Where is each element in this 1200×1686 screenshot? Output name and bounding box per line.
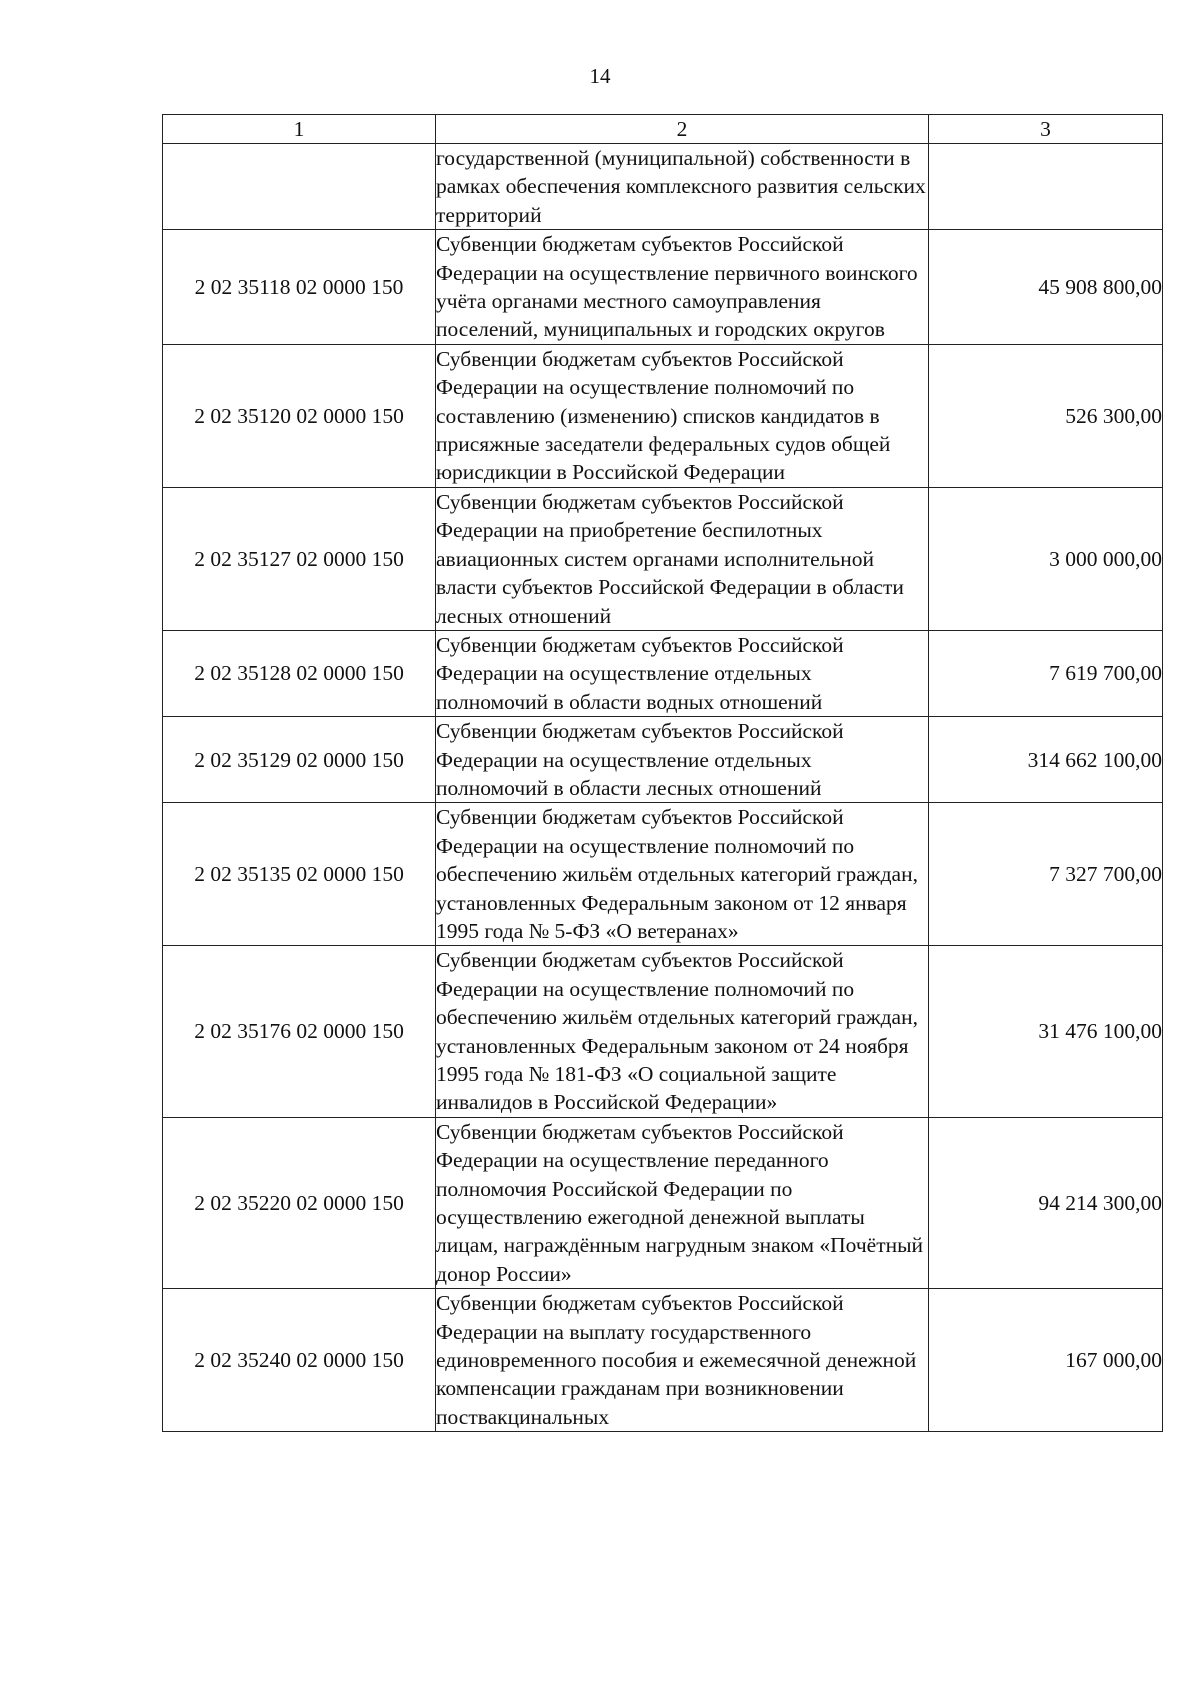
row-code: 2 02 35240 02 0000 150 bbox=[163, 1289, 436, 1432]
page-number: 14 bbox=[589, 64, 611, 88]
column-header-amount: 3 bbox=[929, 115, 1163, 144]
row-description: Субвенции бюджетам субъектов Российской Федерации на осуществление полномочий по составлению (изменению) списков кандидатов в присяжные заседатели федеральных судов общей юрисдикции в Российской Федерации bbox=[436, 344, 929, 487]
table-row bbox=[163, 946, 1163, 1117]
budget-revenue-table bbox=[162, 114, 1163, 1432]
table-row bbox=[163, 1289, 1163, 1432]
table-row bbox=[163, 630, 1163, 716]
row-description: Субвенции бюджетам субъектов Российской Федерации на осуществление отдельных полномочий в области водных отношений bbox=[436, 630, 929, 716]
row-code: 2 02 35120 02 0000 150 bbox=[163, 344, 436, 487]
row-code: 2 02 35135 02 0000 150 bbox=[163, 803, 436, 946]
row-code: 2 02 35118 02 0000 150 bbox=[163, 230, 436, 345]
row-description: Субвенции бюджетам субъектов Российской Федерации на осуществление полномочий по обеспечению жильём отдельных категорий граждан, установленных Федеральным законом от 24 ноября 1995 года № 181-ФЗ «О социальной защите инвалидов в Российской Федерации» bbox=[436, 946, 929, 1117]
table-row bbox=[163, 1117, 1163, 1288]
table-header-row bbox=[163, 115, 1163, 144]
row-code: 2 02 35128 02 0000 150 bbox=[163, 630, 436, 716]
table-row bbox=[163, 487, 1163, 630]
row-description: Субвенции бюджетам субъектов Российской Федерации на выплату государственного единовременного пособия и ежемесячной денежной компенсации гражданам при возникновении поствакцинальных bbox=[436, 1289, 929, 1432]
row-amount: 45 908 800,00 bbox=[929, 230, 1163, 345]
row-description: государственной (муниципальной) собственности в рамках обеспечения комплексного развития сельских территорий bbox=[436, 144, 929, 230]
row-amount: 31 476 100,00 bbox=[929, 946, 1163, 1117]
table-row bbox=[163, 717, 1163, 803]
row-code: 2 02 35127 02 0000 150 bbox=[163, 487, 436, 630]
row-amount: 7 327 700,00 bbox=[929, 803, 1163, 946]
row-description: Субвенции бюджетам субъектов Российской Федерации на осуществление переданного полномочия Российской Федерации по осуществлению ежегодной денежной выплаты лицам, награждённым нагрудным знаком «Почётный донор России» bbox=[436, 1117, 929, 1288]
column-header-description: 2 bbox=[436, 115, 929, 144]
row-code: 2 02 35129 02 0000 150 bbox=[163, 717, 436, 803]
row-amount: 7 619 700,00 bbox=[929, 630, 1163, 716]
table-row bbox=[163, 803, 1163, 946]
table-row bbox=[163, 344, 1163, 487]
row-amount: 167 000,00 bbox=[929, 1289, 1163, 1432]
row-amount: 3 000 000,00 bbox=[929, 487, 1163, 630]
row-description: Субвенции бюджетам субъектов Российской Федерации на осуществление полномочий по обеспечению жильём отдельных категорий граждан, установленных Федеральным законом от 12 января 1995 года № 5-ФЗ «О ветеранах» bbox=[436, 803, 929, 946]
table-row bbox=[163, 144, 1163, 230]
column-header-code: 1 bbox=[163, 115, 436, 144]
row-description: Субвенции бюджетам субъектов Российской Федерации на осуществление первичного воинского учёта органами местного самоуправления поселений, муниципальных и городских округов bbox=[436, 230, 929, 345]
row-description: Субвенции бюджетам субъектов Российской Федерации на приобретение беспилотных авиационных систем органами исполнительной власти субъектов Российской Федерации в области лесных отношений bbox=[436, 487, 929, 630]
row-amount: 94 214 300,00 bbox=[929, 1117, 1163, 1288]
row-code: 2 02 35220 02 0000 150 bbox=[163, 1117, 436, 1288]
row-amount bbox=[929, 144, 1163, 230]
row-code bbox=[163, 144, 436, 230]
row-amount: 314 662 100,00 bbox=[929, 717, 1163, 803]
row-description: Субвенции бюджетам субъектов Российской Федерации на осуществление отдельных полномочий в области лесных отношений bbox=[436, 717, 929, 803]
table-row bbox=[163, 230, 1163, 345]
row-code: 2 02 35176 02 0000 150 bbox=[163, 946, 436, 1117]
row-amount: 526 300,00 bbox=[929, 344, 1163, 487]
